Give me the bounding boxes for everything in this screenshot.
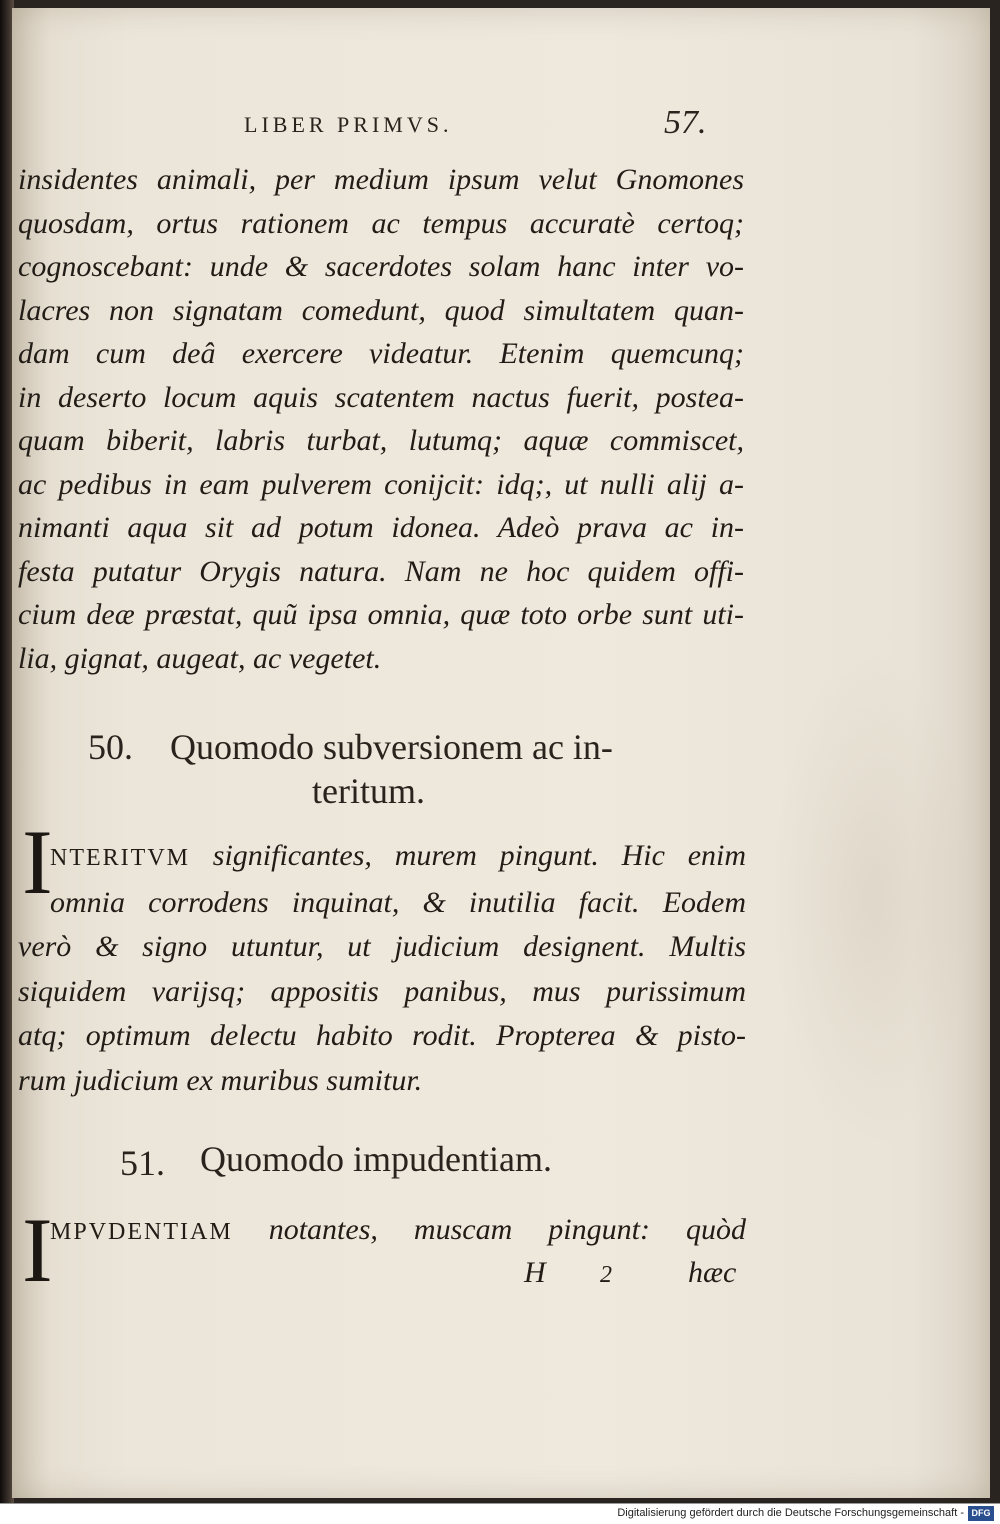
running-title: LIBER PRIMVS. [244, 112, 453, 137]
text-line: quosdam, ortus rationem ac tempus accuratè certoq; [18, 206, 744, 240]
first-line-text: notantes, muscam pingunt: quòd [268, 1213, 746, 1246]
text-line-first [18, 834, 746, 881]
section-49-continuation [18, 158, 744, 680]
section-50-dropcap: I [22, 811, 53, 913]
section-51-title: Quomodo impudentiam. [200, 1139, 552, 1179]
section-51-dropcap: I [22, 1199, 53, 1301]
text-line: insidentes animali, per medium ipsum velut Gnomones [18, 163, 744, 196]
page-number: 57. [664, 104, 707, 141]
catchword: hæc [688, 1256, 737, 1289]
page-header [12, 104, 990, 144]
text-line: atq; optimum delectu habito rodit. Propterea & pisto- [18, 1019, 746, 1052]
footer-bar [0, 1503, 1000, 1524]
section-50-title-continued: teritum. [312, 771, 425, 811]
text-line: cognoscebant: unde & sacerdotes solam hanc inter vo- [18, 250, 744, 283]
text-line: siquidem varijsq; appositis panibus, mus purissimum [18, 974, 746, 1008]
section-50-body [18, 834, 746, 1103]
text-line: lacres non signatam comedunt, quod simultatem quan- [18, 293, 744, 327]
text-line: quam biberit, labris turbat, lutumq; aquæ commiscet, [18, 424, 744, 457]
text-line: festa putatur Orygis natura. Nam ne hoc quidem offi- [18, 554, 744, 588]
first-word-capitals: NTERITVM [50, 845, 190, 871]
text-line: cium deæ præstat, quũ ipsa omnia, quæ toto orbe sunt uti- [18, 598, 744, 631]
first-word-capitals: MPVDENTIAM [50, 1219, 233, 1245]
signature-mark: H [524, 1256, 546, 1289]
text-line-first [50, 1208, 746, 1255]
section-51-number: 51. [120, 1143, 165, 1183]
dfg-logo-icon[interactable]: DFG [968, 1506, 994, 1521]
text-line: dam cum deâ exercere videatur. Etenim quemcunq; [18, 337, 744, 370]
funding-credit: Digitalisierung gefördert durch die Deutsche Forschungsgemeinschaft - [617, 1507, 964, 1519]
text-line: nimanti aqua sit ad potum idonea. Adeò prava ac in- [18, 511, 744, 544]
first-line-text: significantes, murem pingunt. Hic enim [212, 839, 747, 872]
text-line: ac pedibus in eam pulverem conijcit: idq;, ut nulli alij a- [18, 467, 744, 501]
text-line: rum judicium ex muribus sumitur. [18, 1063, 423, 1097]
section-50-number: 50. [88, 727, 133, 767]
signature-number: 2 [600, 1262, 612, 1288]
text-line: verò & signo utuntur, ut judicium designent. Multis [18, 930, 746, 963]
text-line: lia, gignat, augeat, ac vegetet. [18, 641, 382, 675]
text-line: omnia corrodens inquinat, & inutilia facit. Eodem [50, 885, 746, 919]
section-50-title: Quomodo subversionem ac in- [170, 727, 613, 767]
text-line: in deserto locum aquis scatentem nactus fuerit, postea- [18, 380, 744, 414]
section-51-body [50, 1208, 746, 1255]
book-page [12, 8, 990, 1498]
